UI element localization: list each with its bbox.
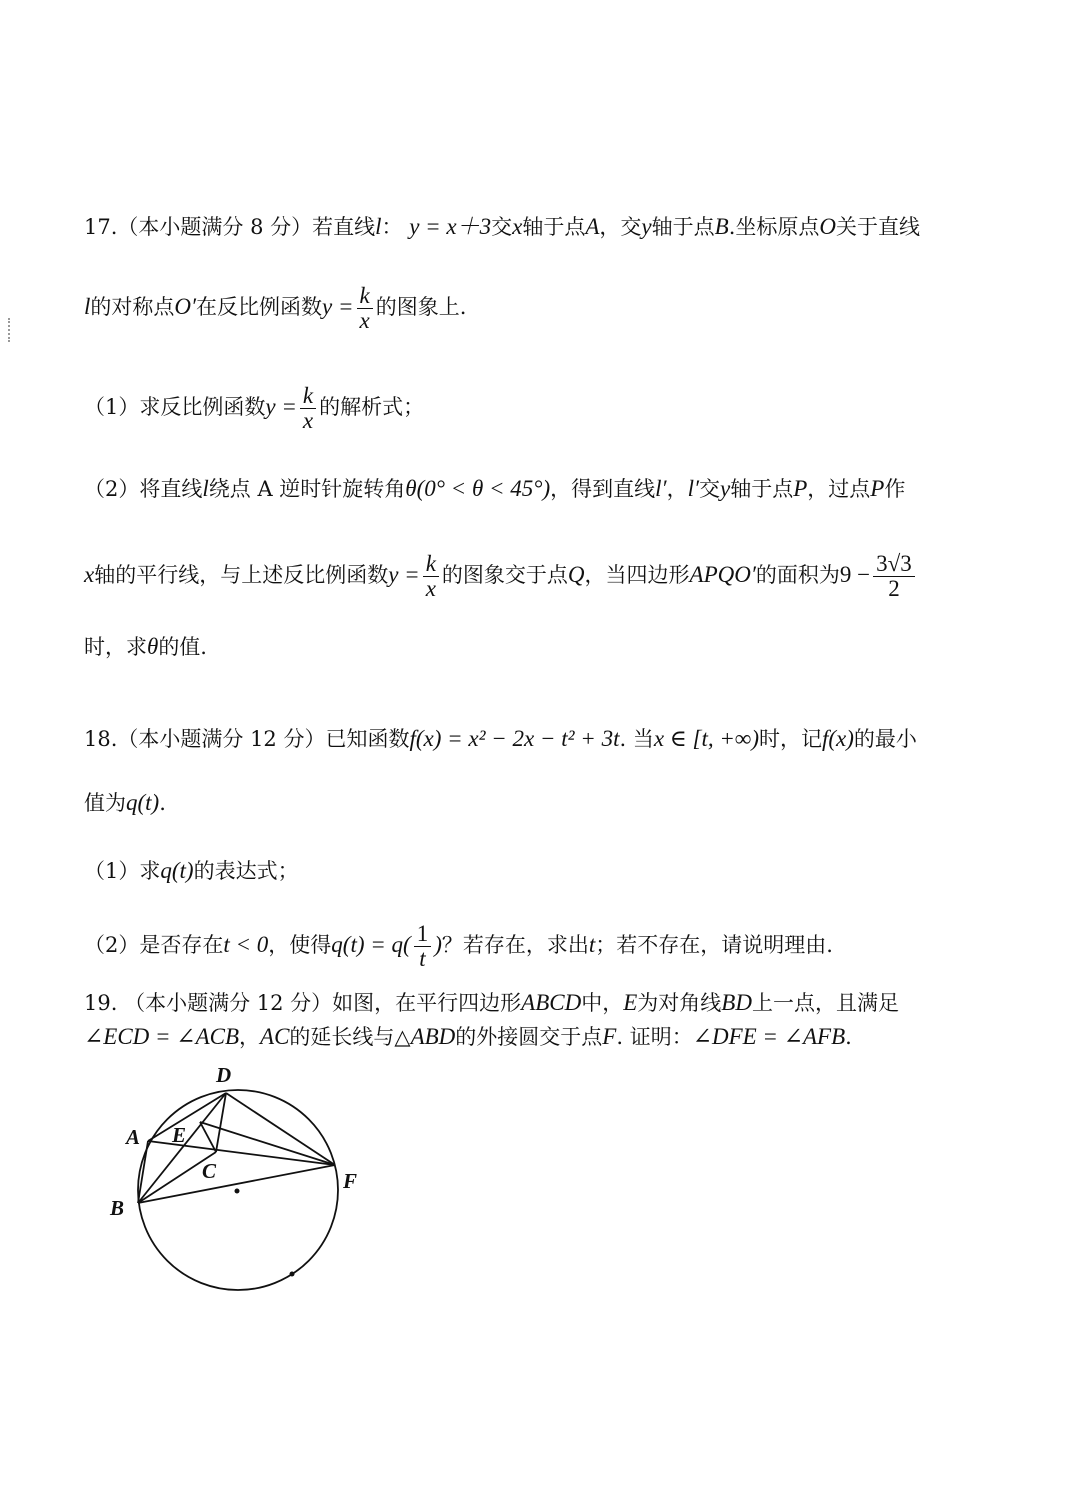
q18-part-2: （2）是否存在t < 0，使得q(t) = q( $\frac{1}{t}$ )？若存在，求出t；若不存在，请说明理由. (84, 921, 833, 971)
margin-dots (8, 318, 12, 342)
q17-part-2: （2）将直线l绕点 A 逆时针旋转角θ(0° < θ < 45°)，得到直线l′，l′交y轴于点P，过点P作 (84, 476, 906, 501)
circle-point (290, 1272, 295, 1277)
geometry-figure (100, 1058, 380, 1298)
label-E: E (172, 1123, 187, 1147)
q19-line-2: ∠ECD = ∠ACB，AC的延长线与△ABD的外接圆交于点F. 证明：∠DFE = ∠AFB. (84, 1024, 852, 1049)
label-B: B (110, 1196, 125, 1220)
label-D: D (216, 1063, 232, 1087)
q18-part-1: （1）求q(t)的表达式； (84, 858, 299, 883)
fraction-k-over-x: $\frac{k}{x}$ (423, 552, 439, 601)
q17-part-2-end: 时，求θ的值. (84, 634, 207, 659)
segment-DF (226, 1093, 335, 1165)
q17-part-2-cont: x轴的平行线，与上述反比例函数y = $\frac{k}{x}$ 的图象交于点Q，当四边形APQO′的面积为9 − $\frac{3√3}{2}$ (84, 552, 918, 601)
q19-line-1: 19. （本小题满分 12 分）如图，在平行四边形ABCD中，E为对角线BD上一点，且满足 (84, 990, 899, 1015)
segment-BD (138, 1093, 226, 1203)
fraction-k-over-x: $\frac{k}{x}$ (300, 384, 316, 433)
q17-line-2: l的对称点O′在反比例函数y = $\frac{k}{x}$ 的图象上. (84, 283, 467, 333)
fraction-area: $\frac{3√3}{2}$ (873, 552, 915, 601)
q17-part-1: （1）求反比例函数y = $\frac{k}{x}$ 的解析式； (84, 383, 425, 433)
segment-DC (216, 1093, 226, 1152)
label-A: A (126, 1125, 141, 1149)
label-F: F (343, 1169, 358, 1193)
fraction-k-over-x: $\frac{k}{x}$ (357, 284, 373, 333)
segment-AD (148, 1093, 226, 1141)
q17-line-1: 17.（本小题满分 8 分）若直线l： y = x＋3交x轴于点A，交y轴于点B.坐标原点O关于直线 (84, 214, 920, 239)
fraction-one-over-t: $\frac{1}{t}$ (414, 922, 432, 971)
label-C: C (202, 1159, 217, 1183)
q18-line-1: 18.（本小题满分 12 分）已知函数f(x) = x² − 2x − t² + 3t. 当x ∈ [t, +∞)时，记f(x)的最小 (84, 726, 917, 751)
center-point (235, 1189, 240, 1194)
q18-line-2: 值为q(t). (84, 790, 166, 815)
